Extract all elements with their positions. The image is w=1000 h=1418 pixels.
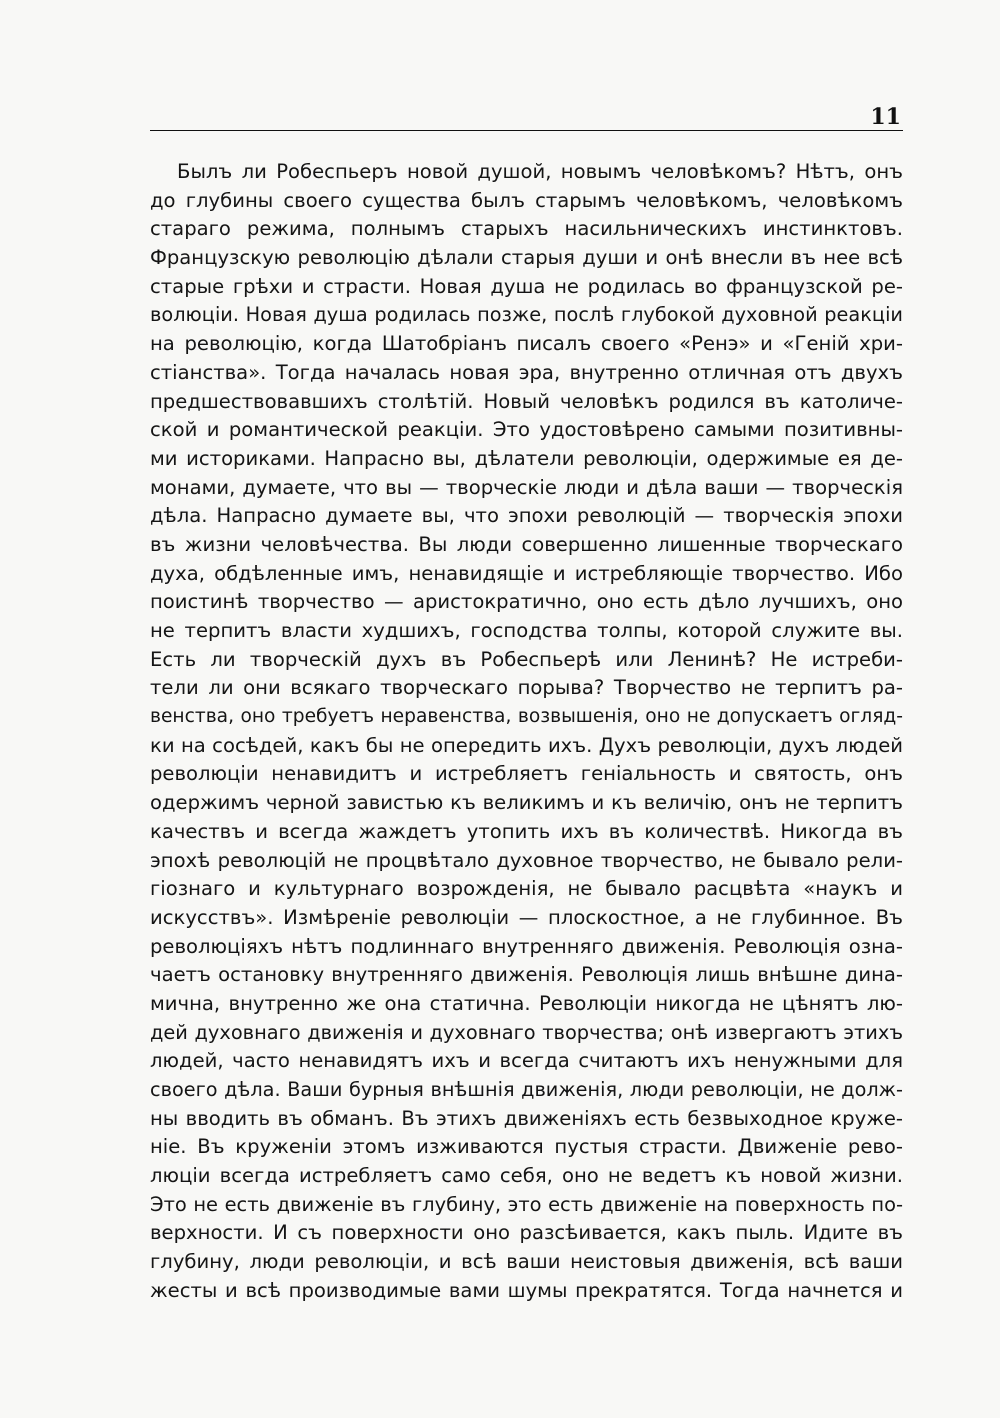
text-line: качествъ и всегда жаждетъ утопить ихъ въ количествѣ. Никогда въ (150, 819, 903, 843)
text-line: дѣла. Напрасно думаете вы, что эпохи революцій — творческія эпохи (150, 504, 903, 528)
text-line: ніе. Въ круженіи этомъ изживаются пустыя страсти. Движеніе рево- (150, 1135, 903, 1159)
page-number: 11 (870, 104, 901, 130)
text-line: одержимъ черной завистью къ великимъ и къ величію, онъ не терпитъ (150, 791, 903, 815)
text-line: волюціи. Новая душа родилась позже, послѣ глубокой духовной реакціи (150, 303, 903, 327)
text-line: верхности. И съ поверхности оно разсѣивается, какъ пыль. Идите въ (150, 1221, 903, 1245)
text-line: поистинѣ творчество — аристократично, оно есть дѣло лучшихъ, оно (150, 590, 903, 614)
text-line: до глубины своего существа былъ старымъ человѣкомъ, человѣкомъ (150, 188, 903, 212)
text-line: люціи всегда истребляетъ само себя, оно не ведетъ къ новой жизни. (150, 1164, 903, 1188)
text-line: мична, внутренно же она статична. Революціи никогда не цѣнятъ лю- (150, 991, 903, 1015)
text-line: въ жизни человѣчества. Вы люди совершенно лишенные творческаго (150, 532, 903, 556)
text-line: эпохѣ революцій не процвѣтало духовное творчество, не бывало рели- (150, 848, 903, 872)
text-line: гіознаго и культурнаго возрожденія, не бывало расцвѣта «наукъ и (150, 877, 903, 901)
text-line: Есть ли творческій духъ въ Робеспьерѣ или Ленинѣ? Не истреби- (150, 647, 903, 671)
text-line: Это не есть движеніе въ глубину, это есть движеніе на поверхность по- (150, 1192, 903, 1216)
text-line: глубину, люди революціи, и всѣ ваши неистовыя движенія, всѣ ваши (150, 1250, 903, 1274)
text-line: ской и романтической реакціи. Это удостовѣрено самыми позитивны- (150, 418, 903, 442)
text-line: стараго режима, полнымъ старыхъ насильническихъ инстинктовъ. (150, 217, 903, 241)
text-line: ны вводить въ обманъ. Въ этихъ движеніяхъ есть безвыходное круже- (150, 1106, 903, 1130)
body-paragraph (150, 158, 903, 1306)
text-line: Былъ ли Робеспьеръ новой душой, новымъ человѣкомъ? Нѣтъ, онъ (177, 160, 903, 183)
text-line: Французскую революцію дѣлали старыя души и онѣ внесли въ нее всѣ (150, 246, 903, 270)
text-line: духа, обдѣленные имъ, ненавидящіе и истребляющіе творчество. Ибо (150, 561, 903, 585)
text-line: тели ли они всякаго творческаго порыва? Творчество не терпитъ ра- (150, 676, 903, 700)
text-line: старые грѣхи и страсти. Новая душа не родилась во французской ре- (150, 274, 903, 298)
text-line: дей духовнаго движенія и духовнаго творчества; онѣ извергаютъ этихъ (150, 1020, 903, 1044)
text-line: чаетъ остановку внутренняго движенія. Революція лишь внѣшне дина- (150, 963, 903, 987)
text-line: ми историками. Напрасно вы, дѣлатели революціи, одержимые ея де- (150, 446, 903, 470)
text-line: не терпитъ власти худшихъ, господства толпы, которой служите вы. (150, 619, 903, 642)
text-line: монами, думаете, что вы — творческіе люди и дѣла ваши — творческія (150, 475, 903, 499)
text-line: предшествовавшихъ столѣтій. Новый человѣкъ родился въ католиче- (150, 389, 903, 413)
text-line: революціяхъ нѣтъ подлиннаго внутренняго движенія. Революція озна- (150, 934, 903, 958)
text-line: на революцію, когда Шатобріанъ писалъ своего «Ренэ» и «Геній хри- (150, 332, 903, 356)
text-line: революціи ненавидитъ и истребляетъ геніальность и святость, онъ (150, 762, 903, 786)
text-line: ки на сосѣдей, какъ бы не опередить ихъ. Духъ революціи, духъ людей (150, 733, 903, 757)
text-line: стіанства». Тогда началась новая эра, внутренно отличная отъ двухъ (150, 360, 903, 384)
text-line: искусствъ». Измѣреніе революціи — плоскостное, а не глубинное. Въ (150, 905, 903, 929)
text-line: венства, оно требуетъ неравенства, возвышенія, оно не допускаетъ огляд- (150, 706, 903, 728)
running-header (150, 102, 903, 131)
text-line: жесты и всѣ производимые вами шумы прекратятся. Тогда начнется и (150, 1278, 903, 1302)
text-line: своего дѣла. Ваши бурныя внѣшнія движенія, люди революціи, не долж- (150, 1078, 903, 1101)
text-line: людей, часто ненавидятъ ихъ и всегда считаютъ ихъ ненужными для (150, 1049, 903, 1073)
